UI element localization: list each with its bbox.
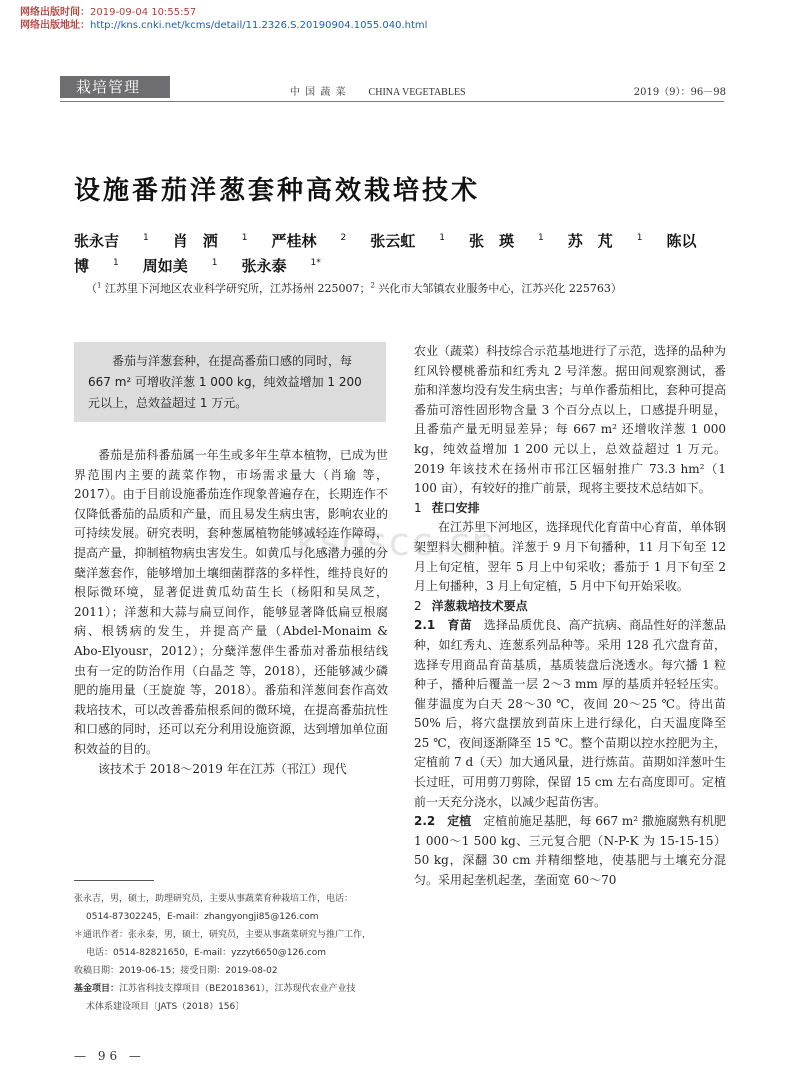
journal-name-cn: 中 国 蔬 菜 — [290, 87, 347, 98]
footnote-dates: 收稿日期：2019-06-15；接受日期：2019-08-02 — [74, 966, 278, 976]
author-name: 张云虹 — [370, 232, 416, 250]
author-affiliation-mark: 1 — [538, 233, 544, 243]
publish-url-label: 网络出版地址： — [20, 20, 90, 31]
watermark: ksoscc.cn — [296, 520, 498, 564]
section-2-2 — [414, 812, 726, 890]
page-number: — 96 — — [74, 1049, 145, 1063]
section-banner: 栽培管理 — [60, 76, 170, 98]
header-rule — [60, 101, 724, 102]
author-item — [74, 232, 149, 250]
intro-paragraph: 该技术于 2018～2019 年在江苏（邗江）现代 — [98, 761, 347, 776]
section-1-heading: 1 茬口安排 — [414, 500, 480, 515]
footnote-first-author: 张永吉，男，硕士，助理研究员，主要从事蔬菜育种栽培工作，电话： — [74, 894, 354, 904]
abstract-box: 番茄与洋葱套种，在提高番茄口感的同时，每 667 m² 可增收洋葱 1 000 kg，纯效益增加 1 200 元以上，总效益超过 1 万元。 — [74, 342, 386, 422]
publish-time: 2019-09-04 10:55:57 — [90, 7, 197, 18]
publish-info — [20, 6, 427, 32]
affiliations: （$^1$ 江苏里下河地区农业科学研究所，江苏扬州 225007；$^2$ 兴化市大邹镇农业服务中心，江苏兴化 225763） — [86, 281, 622, 295]
author-name: 张永吉 — [74, 232, 120, 250]
author-list — [74, 227, 734, 277]
author-affiliation-mark: 1 — [439, 233, 445, 243]
author-affiliation-mark: 1 — [241, 233, 248, 243]
author-item — [568, 232, 643, 250]
subsection-2-2-heading: 2.2 定植 — [414, 814, 472, 829]
publish-url-link[interactable]: http://kns.cnki.net/kcms/detail/11.2326.S.20190904.1055.040.html — [90, 20, 428, 31]
running-header — [290, 83, 466, 98]
article-title: 设施番茄洋葱套种高效栽培技术 — [74, 176, 481, 206]
affiliation-1: 江苏里下河地区农业科学研究所，江苏扬州 225007； — [101, 282, 371, 295]
author-name: 周如美 — [142, 257, 188, 275]
footnote-corresponding-contact: 电话：0514-82821650，E-mail：yzzyt6650@126.com — [86, 948, 326, 958]
author-name: 严桂林 — [271, 232, 317, 250]
author-item — [469, 232, 544, 250]
left-column — [74, 446, 388, 779]
right-column — [414, 342, 726, 891]
author-item — [173, 232, 248, 250]
author-item — [242, 257, 321, 275]
author-name: 张 瑛 — [469, 232, 515, 250]
footnote-funding: 基金项目：江苏省科技支撑项目（BE2018361），江苏现代农业产业技 — [74, 984, 356, 994]
author-item — [370, 232, 445, 250]
issue-pages: 2019（9）：96－98 — [633, 87, 726, 98]
author-item — [272, 232, 347, 250]
author-name: 张永泰 — [241, 257, 287, 275]
intro-paragraph: 番茄是茄科番茄属一年生或多年生草本植物，已成为世界范围内主要的蔬菜作物，市场需求量大（肖瑜 等，2017）。由于目前设施番茄连作现象普遍存在，长期连作不仅降低番茄的品质和产量，而且易发生病虫害，影响农业的可持续发展。研究表明，套种葱属植物能够减轻连作障碍，提高产量，抑制植物病虫害发生。如黄瓜与化感潜力强的分蘖洋葱套作，能够增加土壤细菌群落的多样性，维持良好的根际微环境，显著促进黄瓜幼苗生长（杨阳和吴凤芝，2011）；洋葱和大蒜与扁豆间作，能够显著降低扁豆根腐病、根锈病的发生，并提高产量（Abdel-Monaim & Abo-Elyousr，2012）；分蘖洋葱伴生番茄对番茄根结线虫有一定的防治作用（白晶芝 等，2018），还能够减少磷肥的施用量（王旋旋 等，2018）。番茄和洋葱间套作高效栽培技术，可以改善番茄根系间的微环境，在提高番茄抗性和口感的同时，还可以充分利用设施资源，达到增加单位面积效益的目的。 — [74, 448, 388, 756]
author-affiliation-mark: 1 — [636, 233, 643, 243]
intro-continued: 农业（蔬菜）科技综合示范基地进行了示范，选择的品种为红风铃樱桃番茄和红秀丸 2 号洋葱。据田间观察测试，番茄和洋葱均没有发生病虫害；与单作番茄相比，套种可提高番茄可溶性固形物含量 3 个百分点以上，口感提升明显，且番茄产量无明显差异；每 667 m² 还增收洋葱 1 000 kg，纯效益增加 1 200 元以上，总效益超过 1 万元。2019 年该技术在扬州市邗江区辐射推广 73.3 hm²（1 100 亩），有较好的推广前景，现将主要技术总结如下。 — [414, 344, 727, 496]
footnote-rule — [74, 880, 154, 881]
section-2-1 — [414, 616, 726, 812]
author-affiliation-mark: 1* — [310, 258, 321, 268]
footnote-corresponding-author: ＊通讯作者：张永泰，男，硕士，研究员，主要从事蔬菜研究与推广工作， — [74, 930, 372, 940]
footnotes — [74, 890, 390, 1016]
journal-name-en: CHINA VEGETABLES — [368, 87, 466, 98]
section-2-heading: 2 洋葱栽培技术要点 — [414, 598, 528, 613]
publish-time-label: 网络出版时间： — [20, 7, 90, 18]
footnote-funding-cont: 术体系建设项目〔JATS（2018）156〕 — [86, 1002, 245, 1012]
author-affiliation-mark: 2 — [340, 233, 347, 243]
author-name: 苏 芃 — [567, 232, 613, 250]
subsection-2-1-text: 选择品质优良、高产抗病、商品性好的洋葱品种，如红秀丸、连葱系列品种等。采用 128 孔穴盘育苗，选择专用商品育苗基质，基质装盘后浇透水。每穴播 1 粒种子，播种后覆盖一层 2～3 mm 厚的基质并轻轻压实。催芽温度为白天 28～30 ℃，夜间 20～25 ℃。待出苗 50% 后，将穴盘摆放到苗床上进行绿化，白天温度降至 25 ℃，夜间逐渐降至 15 ℃。整个苗期以控水控肥为主，定植前 7 d（天）加大通风量，进行炼苗。苗期如洋葱叶生长过旺，可用剪刀剪除，保留 15 cm 左右高度即可。定植前一天充分浇水，以减少起苗伤害。 — [414, 618, 726, 809]
footnote-first-author-contact: 0514-87302245，E-mail：zhangyongji85@126.com — [86, 912, 319, 922]
author-affiliation-mark: 1 — [143, 233, 149, 243]
author-name: 陈以博 — [74, 232, 697, 275]
author-affiliation-mark: 1 — [211, 258, 218, 268]
subsection-2-2-text: 定植前施足基肥，每 667 m² 撒施腐熟有机肥 1 000～1 500 kg、三元复合肥（N-P-K 为 15-15-15）50 kg，深翻 30 cm 并精细整地，使基肥与土壤充分混匀。采用起垄机起垄，垄面宽 60～70 — [414, 814, 726, 888]
affiliation-2: 兴化市大邹镇农业服务中心，江苏兴化 225763） — [374, 282, 622, 295]
author-name: 肖 洒 — [172, 232, 218, 250]
section-1-text: 在江苏里下河地区，选择现代化育苗中心育苗，单体钢架塑料大棚种植。洋葱于 9 月下旬播种，11 月下旬至 12 月上旬定植，翌年 5 月上中旬采收；番茄于 1 月下旬至 2 月上旬播种，3 月上旬定植，5 月中下旬开始采收。 — [414, 520, 727, 594]
author-affiliation-mark: 1 — [113, 258, 119, 268]
author-item — [143, 257, 218, 275]
subsection-2-1-heading: 2.1 育苗 — [414, 618, 472, 633]
